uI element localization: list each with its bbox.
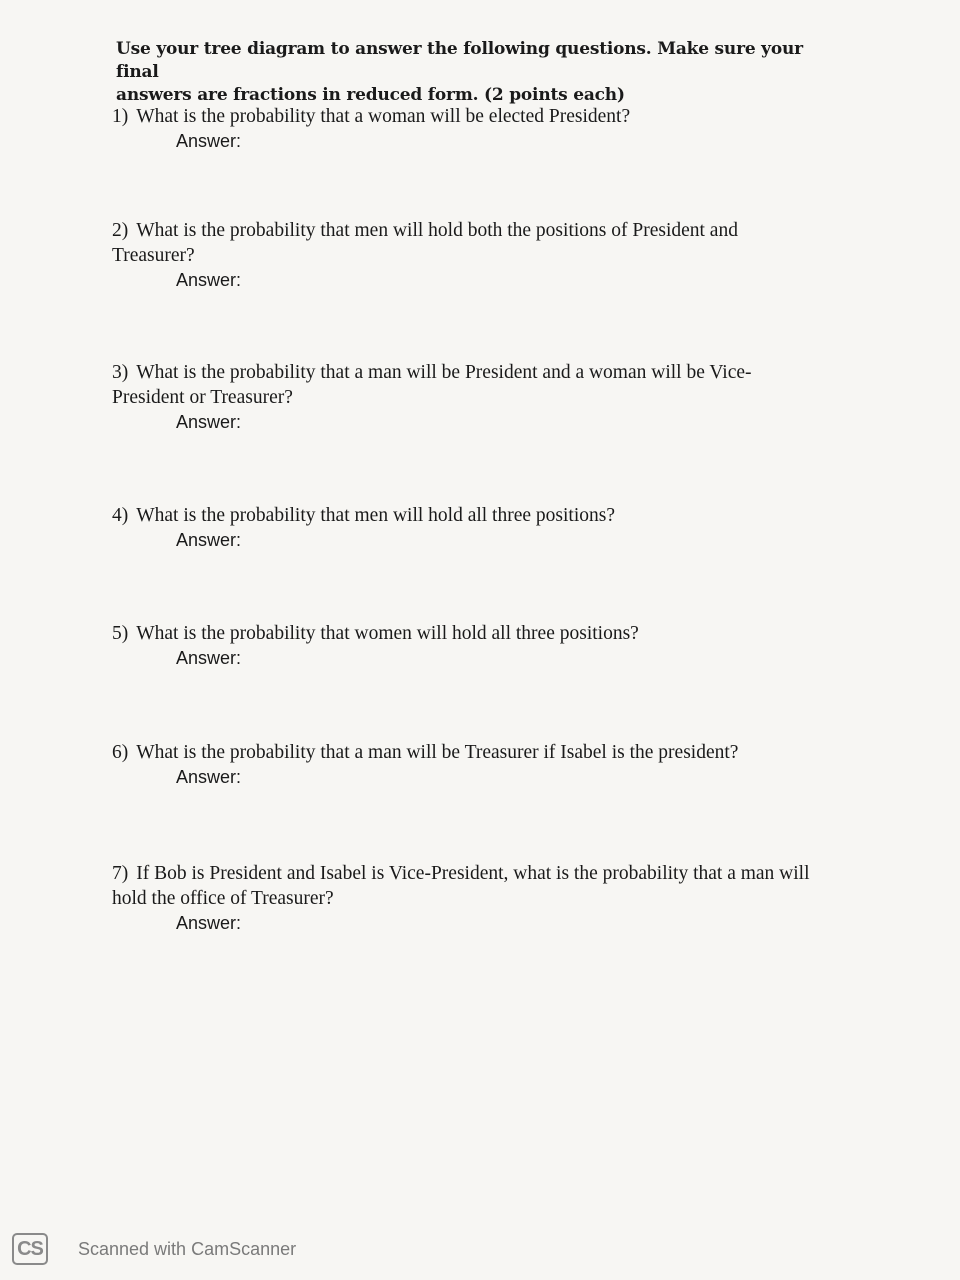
question-number: 7) xyxy=(112,863,129,884)
question-text: What is the probability that women will hold all three positions? xyxy=(136,623,639,644)
question-2 xyxy=(112,218,892,292)
question-number: 4) xyxy=(112,505,129,526)
camscanner-logo-icon: CS xyxy=(12,1233,48,1265)
answer-label: Answer: xyxy=(176,530,242,550)
question-1 xyxy=(112,104,892,153)
question-text-continued: hold the office of Treasurer? xyxy=(112,888,334,909)
answer-label: Answer: xyxy=(176,412,242,432)
scanned-with-text: Scanned with CamScanner xyxy=(78,1238,297,1259)
answer-label: Answer: xyxy=(176,767,242,787)
answer-label: Answer: xyxy=(176,131,242,151)
question-text: What is the probability that a man will be President and a woman will be Vice- xyxy=(136,362,752,383)
question-number: 1) xyxy=(112,106,129,127)
question-text: What is the probability that a woman will be elected President? xyxy=(136,106,631,127)
question-5 xyxy=(112,621,892,670)
question-number: 6) xyxy=(112,742,129,763)
answer-label: Answer: xyxy=(176,648,242,668)
question-number: 5) xyxy=(112,623,129,644)
question-text: What is the probability that a man will be Treasurer if Isabel is the president? xyxy=(136,742,739,763)
question-text: If Bob is President and Isabel is Vice-President, what is the probability that a man will xyxy=(136,863,810,884)
question-text: What is the probability that men will hold both the positions of President and xyxy=(136,220,738,241)
question-4 xyxy=(112,503,892,552)
question-text: What is the probability that men will hold all three positions? xyxy=(136,505,615,526)
question-text-continued: Treasurer? xyxy=(112,245,195,266)
question-number: 2) xyxy=(112,220,129,241)
instructions-line-2: answers are fractions in reduced form. (2 points each) xyxy=(116,85,625,105)
answer-label: Answer: xyxy=(176,270,242,290)
question-number: 3) xyxy=(112,362,129,383)
question-3 xyxy=(112,360,892,434)
scanner-watermark xyxy=(12,1230,296,1268)
answer-label: Answer: xyxy=(176,913,242,933)
instructions-line-1: Use your tree diagram to answer the following questions. Make sure your final xyxy=(116,39,803,82)
instructions xyxy=(116,38,836,107)
question-6 xyxy=(112,740,892,789)
question-7 xyxy=(112,861,892,935)
question-text-continued: President or Treasurer? xyxy=(112,387,293,408)
